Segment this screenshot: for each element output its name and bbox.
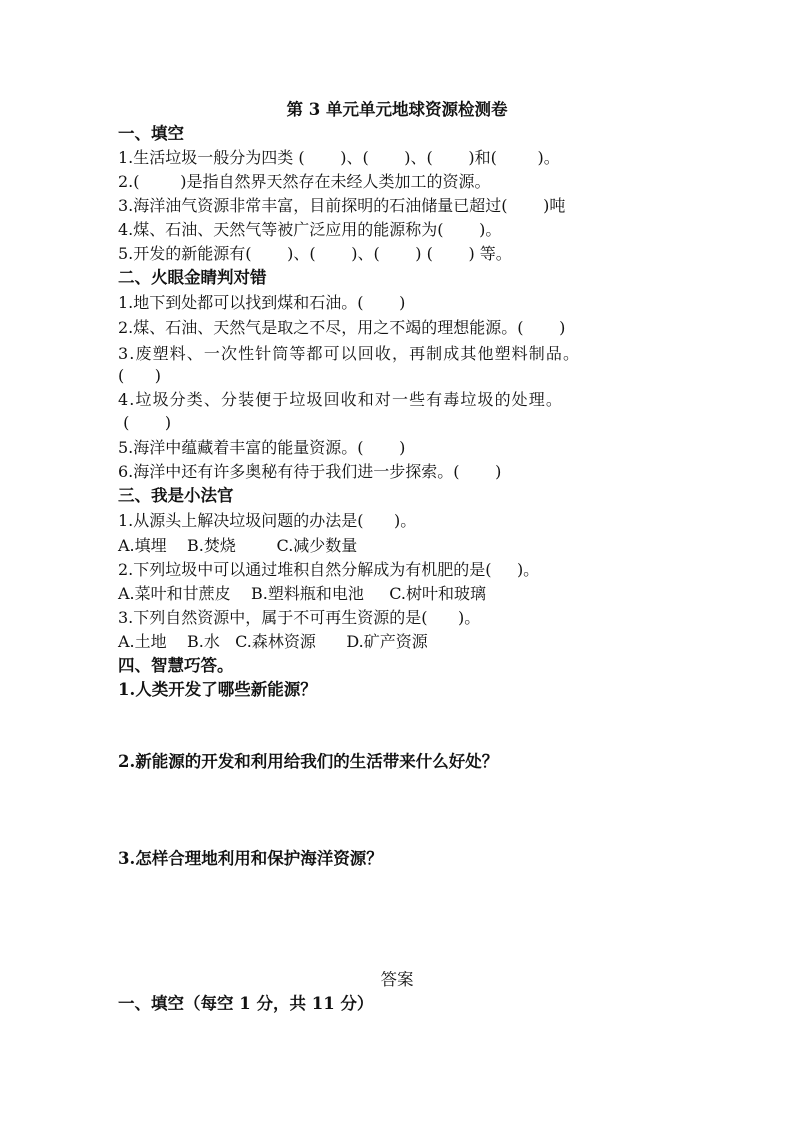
open-question: 1.人类开发了哪些新能源？ [118, 680, 317, 699]
question-line: 3.废塑料、一次性针筒等都可以回收，再制成其他塑料制品。 [118, 344, 581, 363]
question-line: 5.海洋中蕴藏着丰富的能量资源。( ) [118, 438, 406, 457]
question-line: 3.下列自然资源中，属于不可再生资源的是( )。 [118, 608, 481, 627]
question-line: 4.垃圾分类、分装便于垃圾回收和对一些有毒垃圾的处理。 [118, 390, 563, 409]
open-question: 2.新能源的开发和利用给我们的生活带来什么好处？ [118, 752, 499, 771]
question-line: 2.( )是指自然界天然存在未经人类加工的资源。 [118, 172, 491, 191]
question-line: 6.海洋中还有许多奥秘有待于我们进一步探索。( ) [118, 462, 502, 481]
question-line: 2.下列垃圾中可以通过堆积自然分解成为有机肥的是( )。 [118, 560, 540, 579]
question-line: ( ) [118, 366, 161, 385]
option-line: A.菜叶和甘蔗皮 B.塑料瓶和电池 C.树叶和玻璃 [118, 584, 487, 603]
answers-title: 答案 [380, 970, 414, 989]
question-line: 2.煤、石油、天然气是取之不尽，用之不竭的理想能源。( ) [118, 318, 566, 337]
question-line: 1.从源头上解决垃圾问题的办法是( )。 [118, 511, 417, 530]
question-line: 3.海洋油气资源非常丰富，目前探明的石油储量已超过( )吨 [118, 196, 566, 215]
open-question: 3.怎样合理地利用和保护海洋资源？ [118, 849, 383, 868]
section-2-heading: 二、火眼金睛判对错 [118, 268, 267, 287]
section-3-heading: 三、我是小法官 [118, 486, 234, 505]
question-line: 1.生活垃圾一般分为四类 ( )、( )、( )和( )。 [118, 148, 560, 167]
option-line: A.土地 B.水 C.森林资源 D.矿产资源 [118, 632, 428, 651]
section-1-heading: 一、填空 [118, 124, 184, 143]
section-4-heading: 四、智慧巧答。 [118, 656, 234, 675]
question-line: 1.地下到处都可以找到煤和石油。( ) [118, 293, 406, 312]
question-line: 4.煤、石油、天然气等被广泛应用的能源称为( )。 [118, 220, 502, 239]
answers-section-heading: 一、填空（每空 1 分，共 11 分） [118, 994, 374, 1013]
question-line: 5.开发的新能源有( )、( )、( ) ( ) 等。 [118, 244, 512, 263]
option-line: A.填埋 B.焚烧 C.减少数量 [118, 536, 358, 555]
exam-title: 第 3 单元单元地球资源检测卷 [286, 100, 508, 119]
question-line: ( ) [118, 413, 172, 432]
